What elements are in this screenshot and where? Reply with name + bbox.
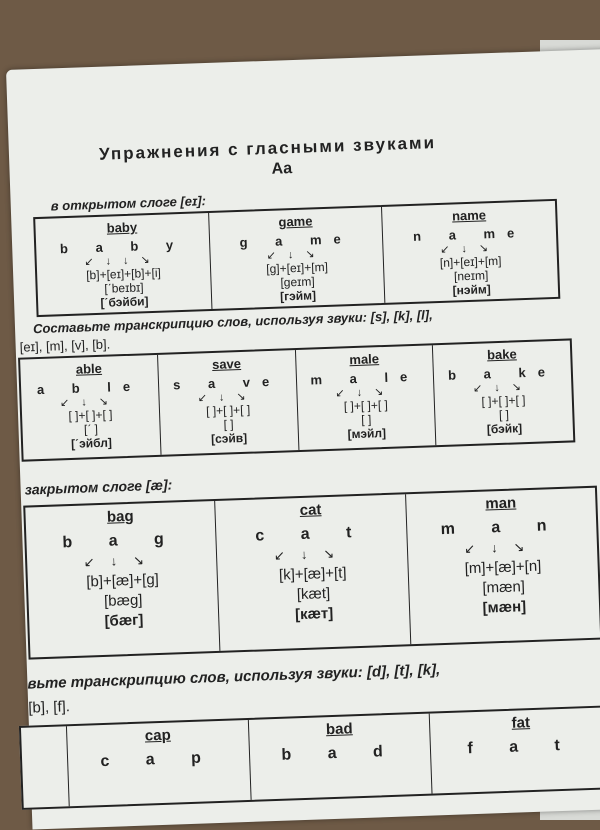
letters: m a n — [440, 516, 563, 539]
word: bad — [325, 720, 353, 739]
word: game — [278, 213, 313, 230]
ru-transcription: [гэйм] — [279, 288, 317, 304]
ru-transcription: [нэйм] — [452, 282, 491, 298]
arrows-icon: ↙↓↘ — [273, 545, 351, 563]
word: fat — [511, 714, 531, 732]
table-cell — [208, 207, 385, 309]
letters: n a me — [412, 224, 527, 244]
arrows-icon: ↙↓↘ — [266, 247, 327, 263]
ru-transcription: [мӕн] — [482, 598, 527, 617]
table-cell — [405, 488, 600, 645]
formula: [ ]+[ ]+[ ] — [68, 407, 113, 424]
closed-syllable-label: закрытом слоге [æ]: — [24, 476, 173, 498]
word: bag — [106, 507, 134, 526]
ru-transcription: [бэйк] — [486, 421, 523, 437]
formula: [ ]+[ ]+[ ] — [205, 402, 251, 419]
word: baby — [106, 219, 138, 236]
ru-transcription: [ˊбэйби] — [100, 294, 149, 310]
table-cell — [429, 707, 600, 793]
open-syllable-label: в открытом слоге [eɪ]: — [50, 193, 207, 214]
table-cell — [66, 720, 250, 806]
letters: g a me — [239, 231, 353, 250]
ru-transcription: [ˊэйбл] — [70, 435, 113, 451]
table-cell — [214, 494, 409, 651]
table-cell — [248, 714, 432, 800]
arrows-icon: ↙↓↘ — [335, 385, 396, 400]
word: cat — [299, 501, 322, 520]
ipa: [ˊ ] — [83, 422, 99, 437]
letters: b a b y — [59, 236, 186, 257]
ru-transcription: [бӕг] — [104, 611, 144, 630]
arrows-icon: ↙↓↘ — [83, 551, 161, 570]
table-cell — [294, 345, 435, 450]
ru-transcription: [кӕт] — [294, 604, 334, 624]
ipa: [ ] — [361, 412, 372, 427]
formula: [b]+[æ]+[g] — [86, 570, 160, 591]
formula: [g]+[eɪ]+[m] — [266, 259, 329, 277]
ipa: [geɪm] — [280, 274, 315, 290]
word: able — [75, 360, 103, 377]
word: man — [485, 494, 517, 513]
word: cap — [144, 726, 172, 745]
letters: b a ke — [447, 363, 558, 383]
ipa: [ ] — [498, 407, 510, 423]
arrows-icon: ↙↓↓↘ — [84, 253, 162, 269]
word: name — [451, 207, 487, 224]
ipa: [ ] — [223, 417, 234, 432]
letters: b a g — [62, 530, 181, 552]
letters: f a t — [467, 736, 577, 758]
word: save — [211, 355, 242, 372]
arrows-icon: ↙↓↘ — [463, 538, 541, 557]
formula: [b]+[eɪ]+[b]+[i] — [85, 265, 162, 283]
page-title: Упражнения с гласными звуками — [98, 133, 437, 164]
table-cell — [157, 350, 298, 455]
table-cell — [21, 726, 69, 808]
letters: c a p — [100, 749, 218, 771]
ru-transcription: [мэйл] — [347, 425, 387, 442]
table-cell — [35, 213, 211, 315]
formula: [k]+[æ]+[t] — [278, 564, 347, 584]
word: male — [349, 351, 380, 368]
ipa: [mæn] — [482, 578, 526, 597]
arrows-icon: ↙↓↘ — [59, 395, 121, 410]
formula: [ ]+[ ]+[ ] — [343, 397, 389, 414]
formula: [m]+[æ]+[n] — [464, 557, 542, 578]
ipa: [bæg] — [103, 591, 143, 610]
table-exercise1 — [18, 338, 575, 461]
letters: c a t — [255, 523, 368, 545]
word: bake — [486, 346, 517, 363]
ipa: [kæt] — [296, 585, 331, 604]
table-open-syllable — [33, 199, 560, 317]
table-cell — [381, 201, 558, 303]
letters: s a ve — [172, 373, 282, 393]
table-exercise2 — [19, 705, 600, 810]
formula: [n]+[eɪ]+[m] — [439, 253, 502, 270]
table-cell — [432, 340, 573, 445]
arrows-icon: ↙↓↘ — [472, 380, 534, 395]
ru-transcription: [сэйв] — [210, 430, 248, 447]
exercise1-heading: Составьте транскрипцию слов, используя звуки: [s], [k], [l], — [32, 307, 433, 337]
table-cell — [20, 355, 160, 460]
workbook-page — [6, 49, 600, 830]
letter-heading: Aa — [271, 160, 293, 178]
exercise2-heading: вьте транскрипцию слов, используя звуки: [d], [t], [k], — [27, 661, 441, 693]
exercise1-sounds: [eɪ], [m], [v], [b]. — [19, 336, 111, 355]
table-cell — [25, 501, 219, 658]
ipa: [neɪm] — [453, 268, 489, 284]
letters: b a d — [281, 742, 400, 764]
arrows-icon: ↙↓↘ — [197, 390, 258, 405]
exercise2-sounds: [b], [f]. — [27, 698, 71, 717]
letters: m a le — [310, 368, 420, 388]
ipa: [ˊbeɪbɪ] — [104, 280, 144, 296]
arrows-icon: ↙↓↘ — [440, 241, 501, 256]
letters: a b le — [36, 378, 143, 398]
formula: [ ]+[ ]+[ ] — [481, 393, 526, 409]
table-closed-syllable — [23, 486, 600, 660]
